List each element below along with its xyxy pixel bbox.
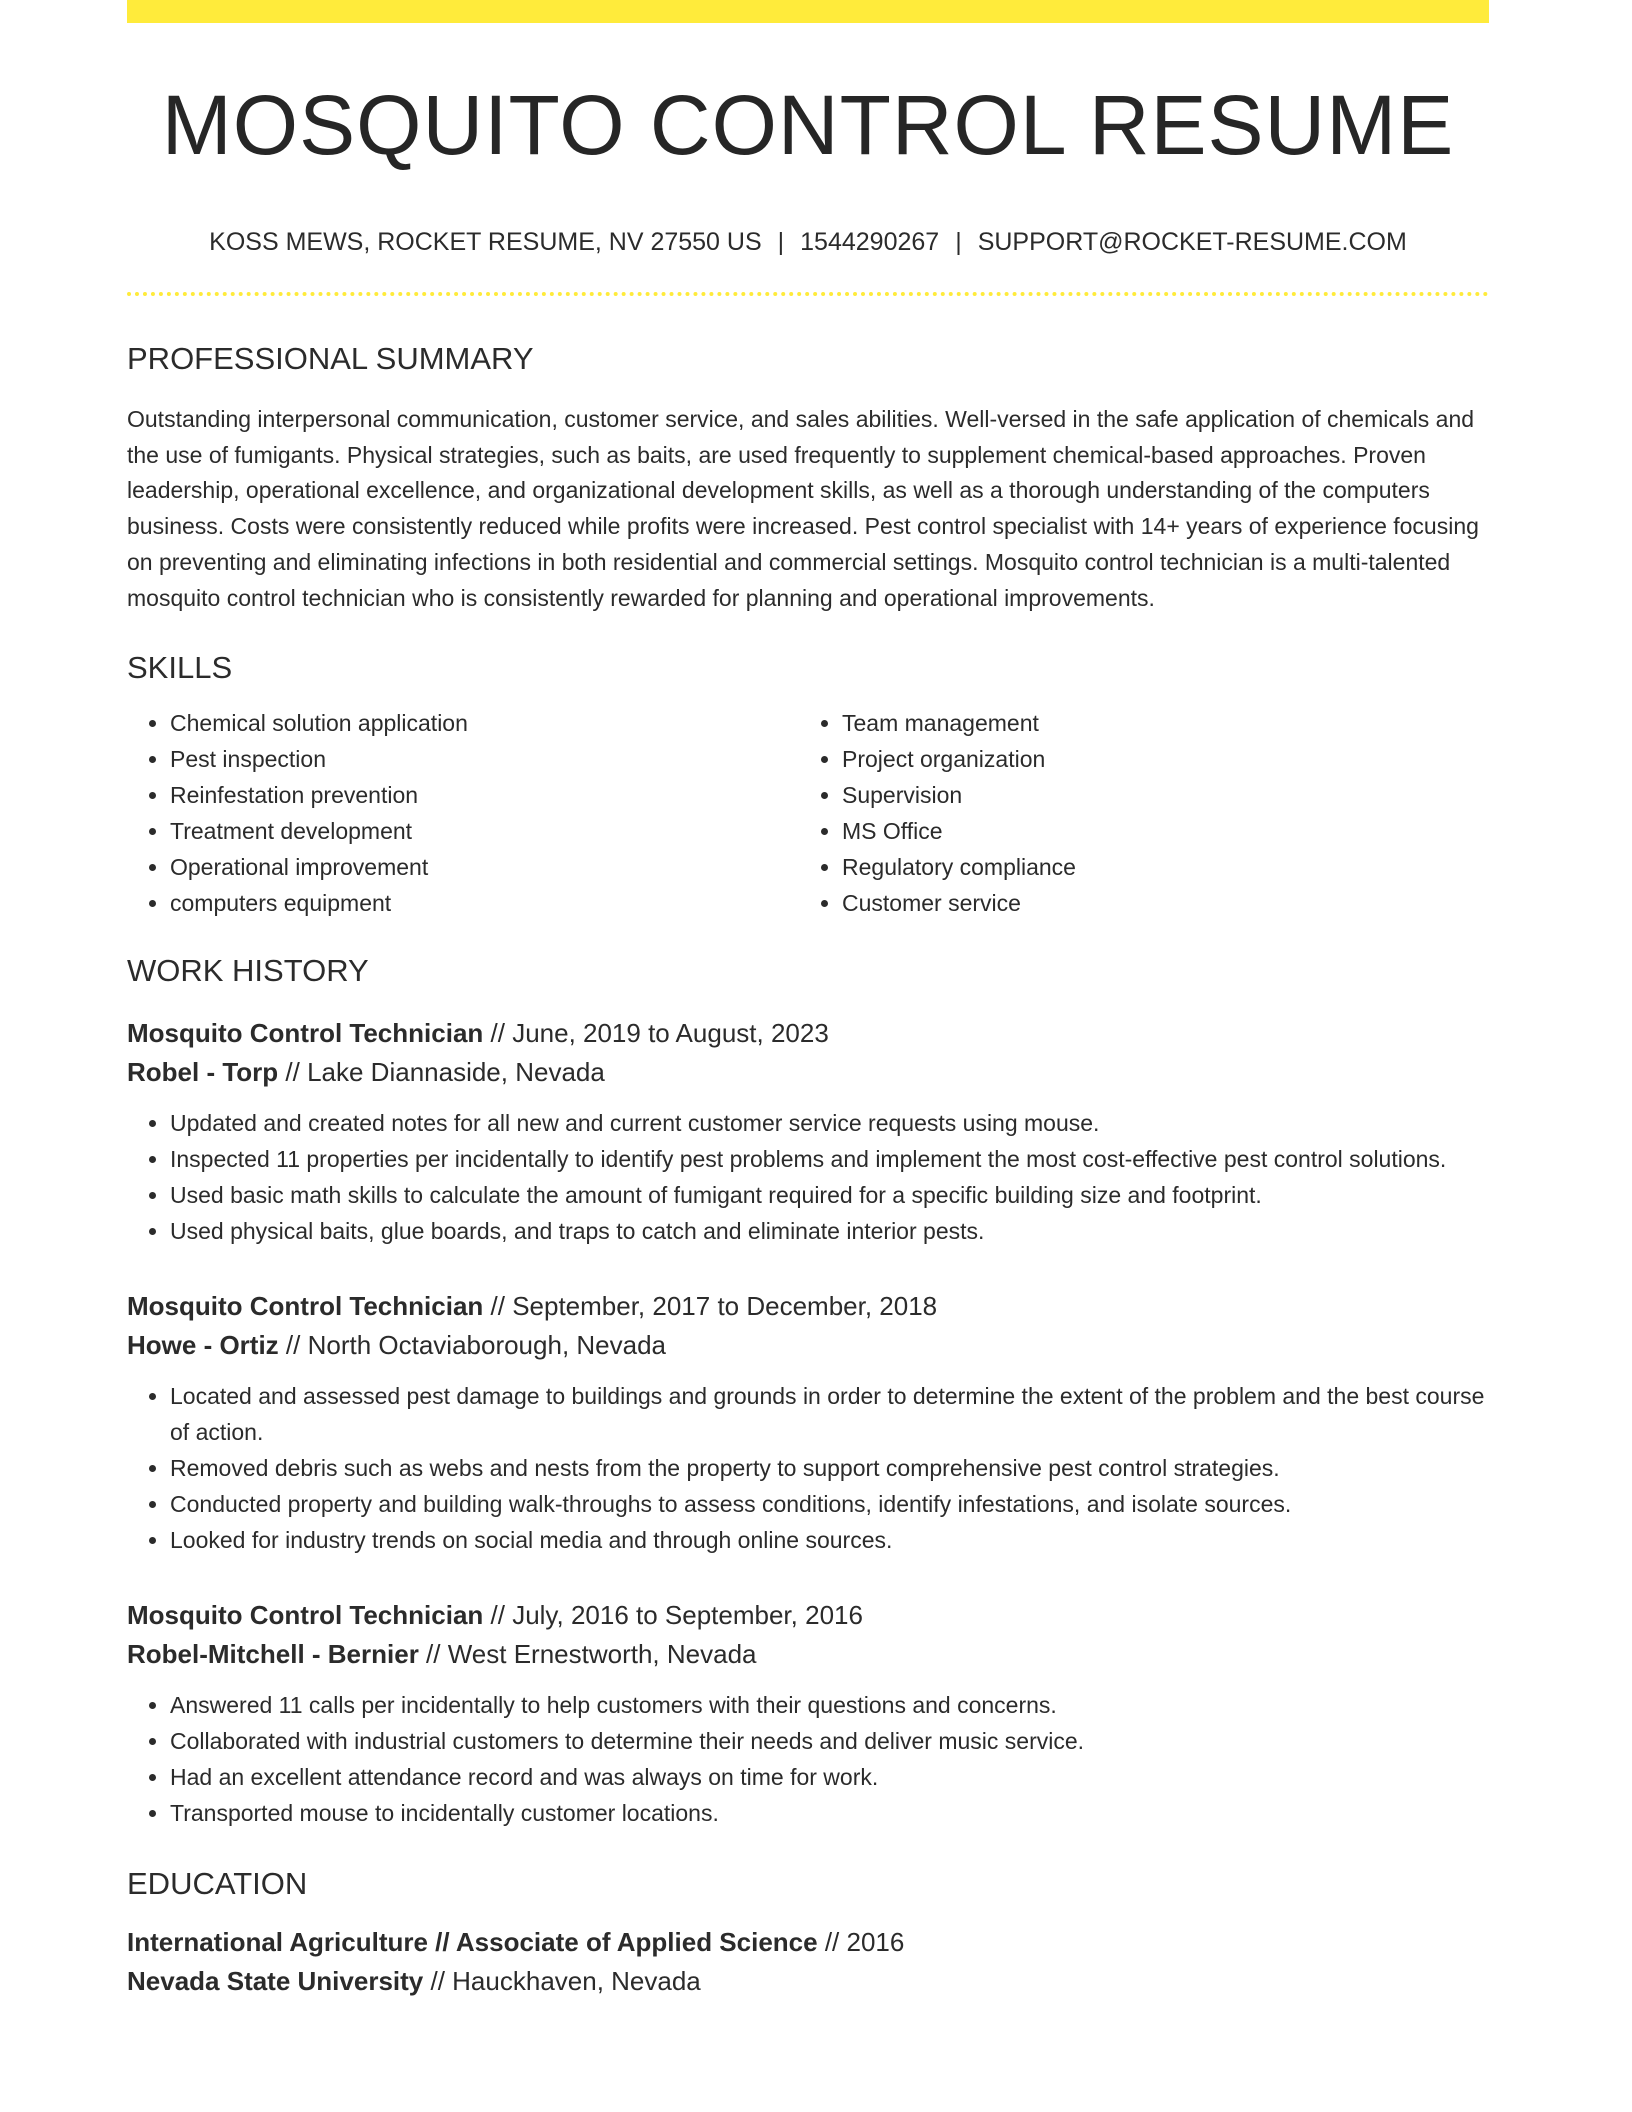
job-company-line [127,1326,1489,1365]
job-bullet: • Inspected 11 properties per incidentally to identify pest problems and implement the most cost-effective pest control solutions. [170,1142,1489,1178]
job-separator: // [278,1330,308,1361]
education-school-line [127,1962,1489,2001]
job-role-line [127,1596,1489,1635]
job-bullet: • Removed debris such as webs and nests from the property to support comprehensive pest control strategies. [170,1451,1489,1487]
contact-separator: | [777,228,785,256]
job-bullet: • Looked for industry trends on social media and through online sources. [170,1523,1489,1559]
job-company-line [127,1053,1489,1092]
job-dates: July, 2016 to September, 2016 [512,1600,863,1631]
job-role: Mosquito Control Technician [127,1291,484,1322]
accent-top-bar [127,0,1489,23]
job-bullet: • Used physical baits, glue boards, and traps to catch and eliminate interior pests. [170,1214,1489,1250]
job-bullet: • Transported mouse to incidentally customer locations. [170,1796,1489,1832]
job-bullet: • Collaborated with industrial customers to determine their needs and deliver music service. [170,1724,1489,1760]
job-bullets [127,1379,1489,1558]
job-role-line [127,1287,1489,1326]
job-company: Robel-Mitchell - Bernier [127,1639,419,1670]
job-bullet: • Located and assessed pest damage to buildings and grounds in order to determine the extent of the problem and the best course of action. [170,1379,1489,1451]
skill-item: • computers equipment [170,885,799,921]
job-dates: September, 2017 to December, 2018 [512,1291,938,1322]
job-separator: // [483,1600,513,1631]
resume-page [127,0,1489,2001]
job-bullet: • Used basic math skills to calculate the amount of fumigant required for a specific building size and footprint. [170,1178,1489,1214]
job-bullet: • Conducted property and building walk-throughs to assess conditions, identify infestations, and isolate sources. [170,1487,1489,1523]
skill-item: • Operational improvement [170,849,799,885]
education-school: Nevada State University [127,1965,424,1996]
job-location: West Ernestworth, Nevada [447,1639,757,1670]
skill-item: • Supervision [842,777,1471,813]
education-year: 2016 [846,1926,905,1957]
resume-title: MOSQUITO CONTROL RESUME [161,78,1455,172]
dotted-divider [127,292,1489,296]
job-separator: // [483,1018,513,1049]
education-separator: // [423,1965,453,1996]
contact-address: KOSS MEWS, ROCKET RESUME, NV 27550 US [209,228,762,256]
job-entry [127,1014,1489,1249]
section-title-education: EDUCATION [127,1865,308,1901]
job-company: Howe - Ortiz [127,1330,279,1361]
education-degree: International Agriculture // Associate of Applied Science [127,1926,818,1957]
section-title-work-history: WORK HISTORY [127,953,369,989]
skills-list [127,705,1489,921]
section-title-skills: SKILLS [127,650,233,686]
job-company: Robel - Torp [127,1057,279,1088]
contact-phone: 1544290267 [800,228,940,256]
job-role-line [127,1014,1489,1053]
job-entry [127,1596,1489,1831]
skill-item: • Chemical solution application [170,705,799,741]
contact-line [127,230,1489,255]
skill-item: • Treatment development [170,813,799,849]
skill-item: • Pest inspection [170,741,799,777]
skill-item: • Reinfestation prevention [170,777,799,813]
job-bullets [127,1106,1489,1249]
skill-item: • MS Office [842,813,1471,849]
skills-column-right [799,705,1471,921]
job-location: North Octaviaborough, Nevada [307,1330,667,1361]
contact-separator: | [955,228,962,256]
education-location: Hauckhaven, Nevada [452,1965,701,1996]
education-separator: // [817,1926,847,1957]
contact-email: SUPPORT@ROCKET-RESUME.COM [977,228,1407,256]
job-dates: June, 2019 to August, 2023 [512,1018,829,1049]
skills-column-left [127,705,799,921]
job-separator: // [418,1639,448,1670]
skill-item: • Team management [842,705,1471,741]
skill-item: • Project organization [842,741,1471,777]
job-separator: // [278,1057,308,1088]
skill-item: • Regulatory compliance [842,849,1471,885]
job-company-line [127,1635,1489,1674]
job-role: Mosquito Control Technician [127,1018,484,1049]
section-title-summary: PROFESSIONAL SUMMARY [127,341,534,376]
job-entry [127,1287,1489,1558]
summary-text: Outstanding interpersonal communication, customer service, and sales abilities. Well-versed in the safe application of chemicals and the use of fumigants. Physical strategies, such as baits, are used frequently to supplement chemical-based approaches. Proven leadership, operational excellence, and organizational development skills, as well as a thorough understanding of the computers business. Costs were consistently reduced while profits were increased. Pest control specialist with 14+ years of experience focusing on preventing and eliminating infections in both residential and commercial settings. Mosquito control technician is a multi-talented mosquito control technician who is consistently rewarded for planning and operational improvements. [127,406,1479,611]
skill-item: • Customer service [842,885,1471,921]
job-bullet: • Answered 11 calls per incidentally to help customers with their questions and concerns. [170,1688,1489,1724]
education-degree-line [127,1923,1489,1962]
job-bullet: • Had an excellent attendance record and was always on time for work. [170,1760,1489,1796]
job-separator: // [483,1291,513,1322]
education-entry [127,1923,1489,2001]
job-location: Lake Diannaside, Nevada [307,1057,605,1088]
job-role: Mosquito Control Technician [127,1600,484,1631]
job-bullets [127,1688,1489,1831]
job-bullet: • Updated and created notes for all new and current customer service requests using mouse. [170,1106,1489,1142]
